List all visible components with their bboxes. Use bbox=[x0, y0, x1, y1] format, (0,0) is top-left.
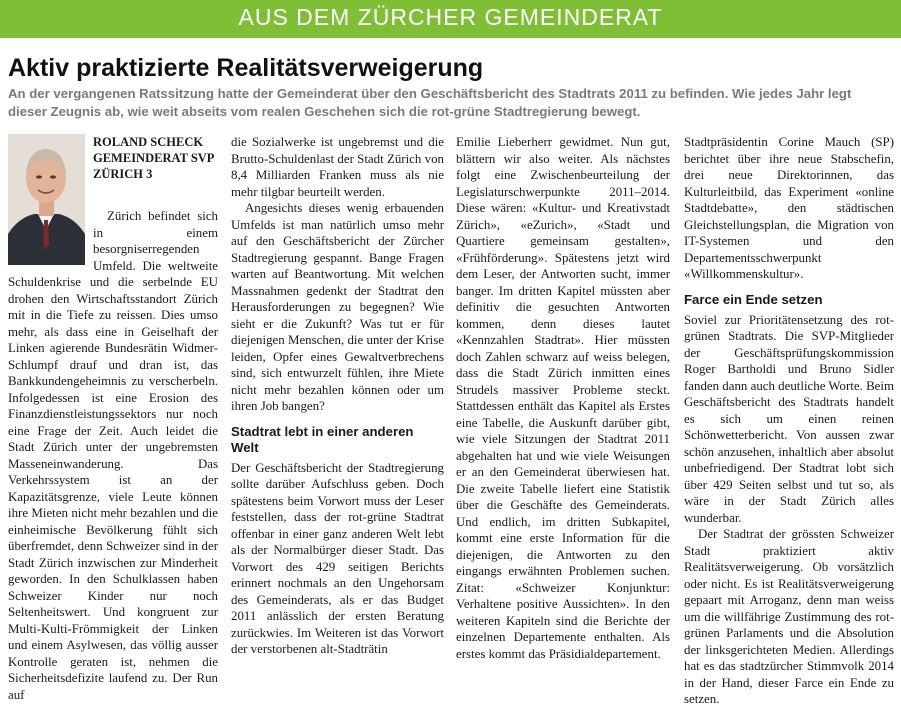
article-paragraph: Zürich befindet sich in einem besorgniserregenden Umfeld. Die weltweite Schuldenkrise und die serbelnde EU drohen den Wirtschaftsstandort Zürich mit in die Tiefe zu reissen. Dies umso mehr, als dass eine in Geiselhaft der Linken agierende Bundesrätin Widmer-Schlumpf drauf und dran ist, das Bankkundengeheimnis zu verscherbeln. Infolgedessen ist eine Erosion des Finanzdienstleistungssektors nur noch eine Frage der Zeit. Auch leidet die Stadt Zürich unter der ungebremsten Masseneinwanderung. Das Verkehrssystem ist an der Kapazitätsgrenze, viele Leute können ihre Mieten nicht mehr bezahlen und die einheimische Bevölkerung fühlt sich überfremdet, denn Schweizer sind in der Stadt Zürich inzwischen zur Minderheit geworden. In den Schulklassen haben Schweizer Kinder nur noch Seltenheitswert. Und kongruent zur Multi-Kulti-Frömmigkeit der Linken und einem Asylwesen, das völlig ausser Kontrolle geraten ist, nehmen die Sicherheitsdefizite laufend zu. Der Run auf bbox=[8, 209, 218, 702]
article-subheading: Stadtrat lebt in einer anderen Welt bbox=[231, 423, 414, 455]
author-photo bbox=[8, 134, 85, 265]
author-portrait-icon bbox=[8, 134, 85, 265]
article-column-3 bbox=[456, 134, 670, 662]
author-role: GEMEINDERAT SVP ZÜRICH 3 bbox=[93, 151, 214, 181]
article-paragraph: Der Stadtrat der grössten Schweizer Stadt praktiziert aktiv Realitätsverweigerung. Ob vorsätzlich oder nicht. Es ist Realitätsverweigerung gepaart mit Arroganz, denn man weiss um die willfährige Zustimmung des rot-grünen Parlaments und die Absolution der linksgerichteten Medien. Allerdings hat es das stadtzürcher Stimmvolk 2014 in der Hand, dieser Farce ein Ende zu setzen. bbox=[684, 527, 894, 706]
article-paragraph: die Sozialwerke ist ungebremst und die Brutto-Schuldenlast der Stadt Zürich von 8,4 Milliarden Franken muss als nie mehr tilgbar beurteilt werden. bbox=[231, 135, 444, 199]
section-banner bbox=[0, 0, 901, 38]
author-name: ROLAND SCHECK bbox=[93, 135, 204, 149]
article-headline: Aktiv praktizierte Realitätsverweigerung bbox=[8, 54, 484, 82]
article-column-4 bbox=[684, 134, 894, 708]
article-column-1 bbox=[8, 134, 218, 703]
section-title: AUS DEM ZÜRCHER GEMEINDERAT bbox=[238, 4, 663, 30]
article-paragraph: Stadtpräsidentin Corine Mauch (SP) berichtet über ihre neue Stabschefin, drei neue Direktorinnen, das Kulturleitbild, das Experiment «online Stadtdebatte», den städtischen Gleichstellungsplan, die Migration von IT-Systemen und den Departementsschwerpunkt «Willkommenskultur». bbox=[684, 135, 894, 281]
article-subheading: Farce ein Ende setzen bbox=[684, 291, 823, 307]
article-paragraph: Emilie Lieberherr gewidmet. Nun gut, blättern wir also weiter. Als nächstes folgt eine Zwischenbeurteilung der Legislaturschwerpunkte 2011–2014. Diese wären: «Kultur- und Kreativstadt Zürich», «eZurich», «Stadt und Quartiere gemeinsam gestalten», «Frühförderung». Spätestens jetzt wird dem Leser, der Antworten sucht, immer banger. Im dritten Kapitel müssten aber definitiv die gesuchten Antworten kommen, denn dieses lautet «Kennzahlen Stadtrat». Hier müssten doch Zahlen schwarz auf weiss belegen, dass die Stadt Zürich inmitten eines Strudels massiver Probleme steckt. Stattdessen enthält das Kapitel als Erstes eine Tabelle, die Auskunft darüber gibt, wie viele Sitzungen der Stadtrat 2011 abgehalten hat und wie viele Weisungen er an den Gemeinderat überwiesen hat. Die zweite Tabelle liefert eine Statistik über die Geschäfte des Gemeinderats. Und endlich, im dritten Subkapitel, kommt eine erste Information für die diejenigen, die Antworten zu den eingangs erwähnten Problemen suchen. Zitat: «Schweizer Konjunktur: Verhaltene positive Aussichten». In den weiteren Kapiteln sind die Berichte der einzelnen Departemente enthalten. Als erstes kommt das Präsidialdepartement. bbox=[456, 135, 670, 661]
article-paragraph: Angesichts dieses wenig erbauenden Umfelds ist man natürlich umso mehr auf den Geschäftsbericht der Zürcher Stadtregierung gespannt. Bange Fragen warten auf Beantwortung. Mit welchen Massnahmen gedenkt der Stadtrat den Herausforderungen zu begegnen? Wie sieht er die Zukunft? Was tut er für diejenigen Menschen, die unter der Krise leiden, Opfer eines Gewaltverbrechens sind, sich entwurzelt fühlen, ihre Miete nicht mehr bezahlen können oder um ihren Job bangen? bbox=[231, 201, 444, 413]
article-column-2 bbox=[231, 134, 444, 658]
article-paragraph: Soviel zur Prioritätensetzung des rot-grünen Stadtrats. Die SVP-Mitglieder der Geschäftsprüfungskommission Roger Bartholdi und Bruno Sidler fanden dann auch deutliche Worte. Beim Geschäftsbericht des Stadtrats handelt es sich um einen reinen Schönwetterbericht. Von aussen zwar schön anzusehen, inhaltlich aber absolut unbefriedigend. Der Stadtrat lobt sich über 429 Seiten selbst und tut so, als wäre in der Stadt Zürich alles wunderbar. bbox=[684, 312, 894, 525]
article-lead: An der vergangenen Ratssitzung hatte der Gemeinderat über den Geschäftsbericht des Stadtrats 2011 zu befinden. Wie jedes Jahr legt dieser Zeugnis ab, wie weit abseits vom realen Geschehen sich die rot-grüne Stadtregierung bewegt. bbox=[8, 86, 852, 119]
article-paragraph: Der Geschäftsbericht der Stadtregierung sollte darüber Aufschluss geben. Doch spätestens beim Vorwort muss der Leser feststellen, dass der rot-grüne Stadtrat offenbar in einer ganz anderen Welt lebt als der Normalbürger dieser Stadt. Das Vorwort des 429 seitigen Berichts erinnert nochmals an den Ungehorsam des Gemeinderats, als er das Budget 2011 anlässlich der ersten Beratung zurückwies. Im Weiteren ist das Vorwort der verstorbenen alt-Stadträtin bbox=[231, 460, 444, 656]
